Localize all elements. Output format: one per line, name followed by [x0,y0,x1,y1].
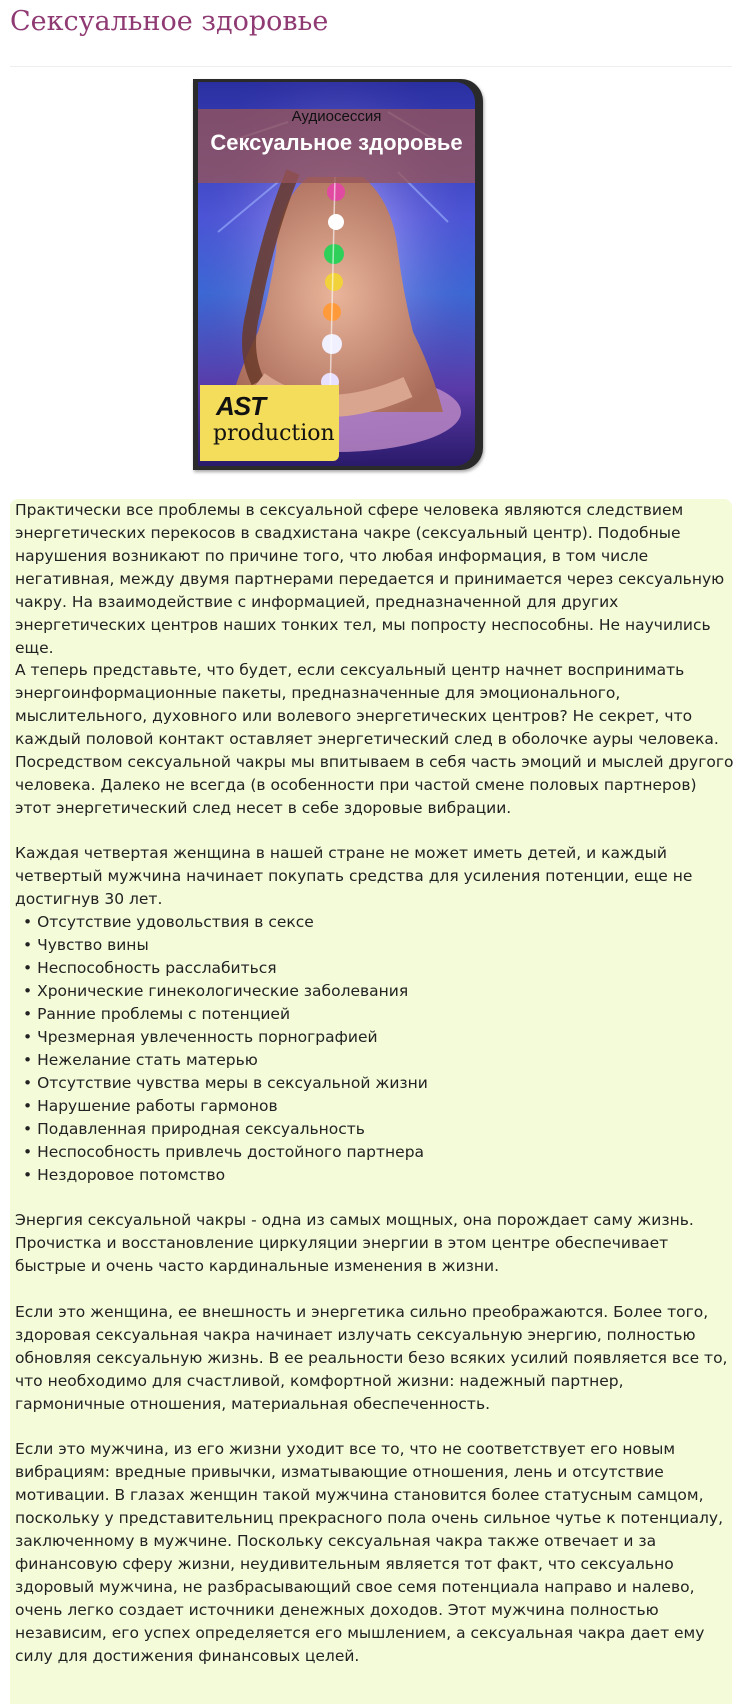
list-item: • Неспособность привлечь достойного партнера [23,1143,425,1161]
list-item: • Хронические гинекологические заболевания [23,982,409,1000]
list-item: • Неспособность расслабиться [23,959,277,977]
paragraph-1: Практически все проблемы в сексуальной сфере человека являются следствием энергетических перекосов в свадхистана чакре (сексуальный центр). Подобные нарушения возникают по причине того, что любая информация, в том числе негативная, между двумя партнерами передается и принимается через сексуальную чакру. На взаимодействие с информацией, предназначенной для других энергетических центров наших тонких тел, мы попросту неспособны. Не научились еще. [15,501,725,657]
logo-ast-text: AST [216,391,265,421]
list-item: • Отсутствие удовольствия в сексе [23,913,314,931]
list-item: • Нездоровое потомство [23,1166,226,1184]
list-item: • Нарушение работы гармонов [23,1097,278,1115]
page-title: Сексуальное здоровье [10,6,329,37]
paragraph-2: А теперь представьте, что будет, если сексуальный центр начнет воспринимать энергоинформационные пакеты, предназначенные для эмоционального, мыслительного, духовного или волевого энергетических центров? Не секрет, что каждый половой контакт оставляет энергетический след в оболочке ауры человека. Посредством сексуальной чакры мы впитываем в себя часть эмоций и мыслей другого человека. Далеко не всегда (в особенности при частой смене половых партнеров) этот энергетический след несет в себе здоровые вибрации. [15,661,734,817]
symptom-list [10,911,732,1187]
list-item: • Нежелание стать матерью [23,1051,258,1069]
list-item: • Отсутствие чувства меры в сексуальной жизни [23,1074,428,1092]
paragraph-6: Если это мужчина, из его жизни уходит все то, что не соответствует его новым вибрациям: вредные привычки, изматывающие отношения, лень и отсутствие мотивации. В глазах женщин такой мужчина становится более статусным самцом, поскольку у представительниц прекрасного пола очень сильное чутье к потенциалу, заключенному в мужчине. Поскольку сексуальная чакра также отвечает и за финансовую сферу жизни, неудивительным является тот факт, что сексуально здоровый мужчина, не разбрасывающий свое семя потенциала направо и налево, очень легко создает источники денежных доходов. Этот мужчина полностью независим, его успех определяется его мышлением, а сексуальная чакра дает ему силу для достижения финансовых целей. [15,1440,723,1665]
cover-subtitle: Аудиосессия [291,108,382,125]
list-item: • Подавленная природная сексуальность [23,1120,365,1138]
cover-artwork [198,82,475,466]
cover-title: Сексуальное здоровье [210,130,463,155]
paragraph-4: Энергия сексуальной чакры - одна из самых мощных, она порождает саму жизнь. Прочистка и восстановление циркуляции энергии в этом центре обеспечивает быстрые и очень часто кардинальные изменения в жизни. [15,1211,694,1275]
logo-production-text: production [213,421,335,446]
paragraph-5: Если это женщина, ее внешность и энергетика сильно преображаются. Более того, здоровая сексуальная чакра начинает излучать сексуальную энергию, полностью обновляя сексуальную жизнь. В ее реальности безо всяких усилий появляется все то, что необходимо для счастливой, комфортной жизни: надежный партнер, гармоничные отношения, материальная обеспеченность. [15,1303,728,1413]
list-item: • Чрезмерная увлеченность порнографией [23,1028,378,1046]
list-item: • Ранние проблемы с потенцией [23,1005,291,1023]
paragraph-3: Каждая четвертая женщина в нашей стране не может иметь детей, и каждый четвертый мужчина начинает покупать средства для усиления потенции, еще не достигнув 30 лет. [15,844,693,908]
ast-production-logo [200,385,339,461]
list-item: • Чувство вины [23,936,149,954]
article-body [10,499,732,1704]
audio-cover-image [193,79,483,470]
title-divider [10,66,732,67]
